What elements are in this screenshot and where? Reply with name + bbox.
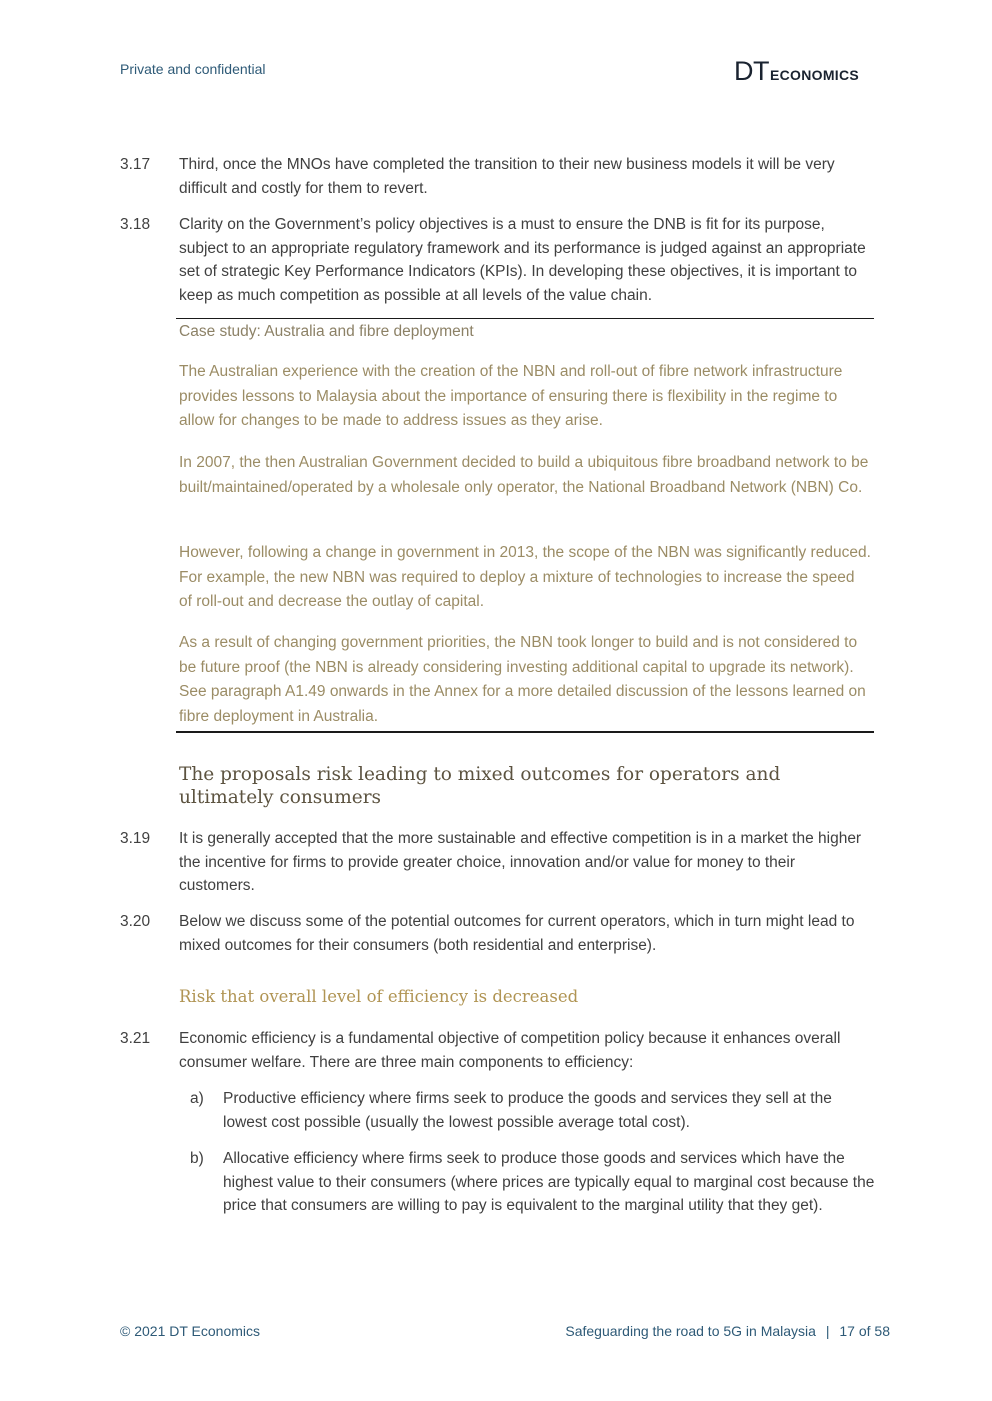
footer-copyright: © 2021 DT Economics — [120, 1323, 261, 1339]
paragraph-number: 3.18 — [120, 216, 151, 233]
list-item-text: Allocative efficiency where firms seek to produce those goods and services which have the highest value to their consumers (where prices are typically equal to marginal cost because the price that consumers are willing to pay is equivalent to the marginal utility that they get). — [223, 1150, 875, 1214]
case-study-top-rule — [176, 318, 874, 319]
footer-doc-title: Safeguarding the road to 5G in Malaysia — [565, 1323, 816, 1339]
paragraph-text: Below we discuss some of the potential outcomes for current operators, which in turn might lead to mixed outcomes for their consumers (both residential and enterprise). — [179, 913, 855, 954]
paragraph-text: Clarity on the Government’s policy objectives is a must to ensure the DNB is fit for its purpose, subject to an appropriate regulatory framework and its performance is judged against an appropriate set of strategic Key Performance Indicators (KPIs). In developing these objectives, it is important to keep as much competition as possible at all levels of the value chain. — [179, 216, 866, 304]
section-heading: The proposals risk leading to mixed outcomes for operators and ultimately consumers — [179, 764, 781, 808]
confidentiality-label: Private and confidential — [120, 61, 266, 77]
paragraph-text: It is generally accepted that the more sustainable and effective competition is in a market the higher the incentive for firms to provide greater choice, innovation and/or value for money to their customers. — [179, 830, 862, 894]
paragraph-text: Third, once the MNOs have completed the transition to their new business models it will be very difficult and costly for them to revert. — [179, 156, 835, 197]
paragraph-number: 3.17 — [120, 156, 151, 173]
list-item-text: Productive efficiency where firms seek to produce the goods and services they sell at the lowest cost possible (usually the lowest possible average total cost). — [223, 1090, 832, 1131]
case-study-paragraph: In 2007, the then Australian Government decided to build a ubiquitous fibre broadband network to be built/maintained/operated by a wholesale only operator, the National Broadband Network (NBN) Co. — [179, 454, 869, 496]
paragraph-number: 3.19 — [120, 830, 151, 847]
logo-economics: ECONOMICS — [770, 67, 860, 83]
paragraph-number: 3.21 — [120, 1030, 151, 1047]
dt-economics-logo — [734, 56, 859, 87]
case-study-title: Case study: Australia and fibre deployment — [179, 323, 474, 340]
case-study-paragraph: The Australian experience with the creation of the NBN and roll-out of fibre network infrastructure provides lessons to Malaysia about the importance of ensuring there is flexibility in the regime to allow for changes to be made to address issues as they arise. — [179, 363, 843, 430]
subsection-heading: Risk that overall level of efficiency is decreased — [179, 987, 579, 1006]
case-study-paragraph: As a result of changing government priorities, the NBN took longer to build and is not considered to be future proof (the NBN is already considering investing additional capital to upgrade its network). See paragraph A1.49 onwards in the Annex for a more detailed discussion of the lessons learned on fibre deployment in Australia. — [179, 634, 866, 726]
case-study-bottom-rule — [176, 731, 874, 733]
footer-separator: | — [825, 1323, 830, 1339]
paragraph-text: Economic efficiency is a fundamental objective of competition policy because it enhances overall consumer welfare. There are three main components to efficiency: — [179, 1030, 841, 1071]
paragraph-number: 3.20 — [120, 913, 151, 930]
logo-dt: DT — [734, 56, 769, 86]
footer-page-number: 17 of 58 — [839, 1323, 890, 1339]
list-item-label: a) — [190, 1090, 204, 1107]
footer-page-info — [565, 1323, 890, 1339]
list-item-label: b) — [190, 1150, 204, 1167]
case-study-paragraph: However, following a change in government in 2013, the scope of the NBN was significantly reduced. For example, the new NBN was required to deploy a mixture of technologies to increase the speed of roll-out and decrease the outlay of capital. — [179, 544, 871, 611]
